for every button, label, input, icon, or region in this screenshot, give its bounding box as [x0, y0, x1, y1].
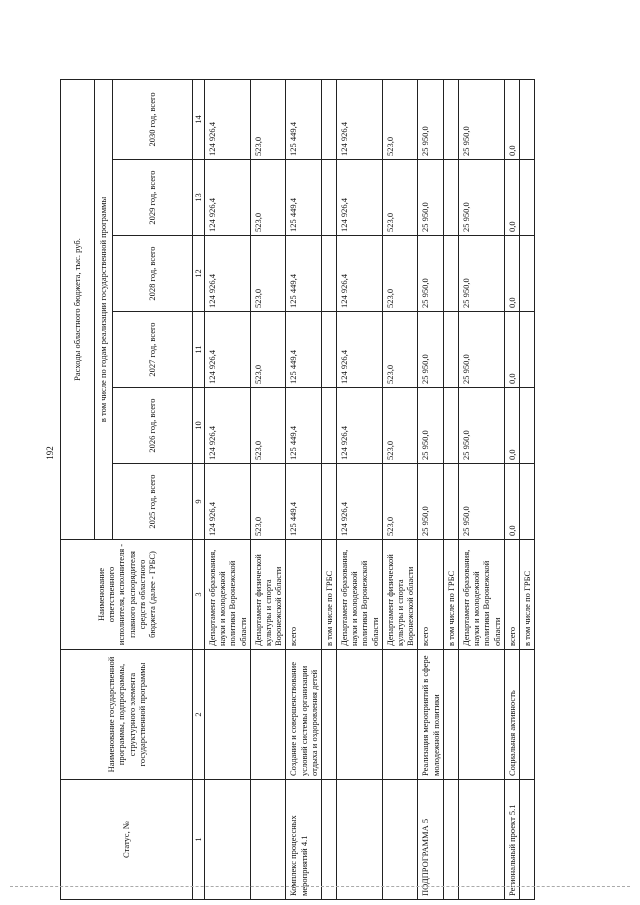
value-cell — [443, 388, 458, 464]
status-cell — [337, 780, 383, 900]
status-cell — [458, 780, 504, 900]
status-cell — [321, 780, 336, 900]
header-status: Статус, № — [61, 780, 193, 900]
value-cell: 124 926,4 — [337, 464, 383, 540]
value-cell: 124 926,4 — [205, 464, 251, 540]
table-header — [61, 79, 205, 899]
value-cell: 25 950,0 — [418, 464, 443, 540]
value-cell: 25 950,0 — [418, 160, 443, 236]
status-cell — [250, 780, 286, 900]
value-cell: 125 449,4 — [286, 312, 322, 388]
program-cell — [519, 650, 534, 780]
value-cell — [519, 464, 534, 540]
value-cell: 124 926,4 — [205, 79, 251, 159]
header-year: 2026 год, всего — [113, 388, 193, 464]
page-edge-line — [10, 886, 630, 887]
program-cell — [337, 650, 383, 780]
executor-cell: Департамент физической культуры и спорта Воронежской области — [250, 540, 286, 650]
executor-cell: всего — [286, 540, 322, 650]
value-cell: 125 449,4 — [286, 79, 322, 159]
value-cell: 25 950,0 — [458, 312, 504, 388]
executor-cell: в том числе по ГРБС — [519, 540, 534, 650]
value-cell: 523,0 — [250, 160, 286, 236]
program-cell — [250, 650, 286, 780]
executor-cell: Департамент образования, науки и молодежной политики Воронежской области — [458, 540, 504, 650]
budget-table-sheet — [60, 80, 590, 900]
value-cell: 25 950,0 — [418, 388, 443, 464]
value-cell — [321, 79, 336, 159]
value-cell — [519, 312, 534, 388]
header-year: 2029 год, всего — [113, 160, 193, 236]
value-cell: 523,0 — [250, 236, 286, 312]
value-cell: 523,0 — [250, 312, 286, 388]
value-cell: 0,0 — [504, 388, 519, 464]
header-year: 2025 год, всего — [113, 464, 193, 540]
status-cell: ПОДПРОГРАММА 5 — [418, 780, 443, 900]
value-cell: 523,0 — [382, 160, 418, 236]
program-cell — [205, 650, 251, 780]
executor-cell: всего — [418, 540, 443, 650]
program-cell — [382, 650, 418, 780]
column-number: 13 — [193, 160, 205, 236]
value-cell — [321, 236, 336, 312]
status-cell: Региональный проект 5.1 — [504, 780, 519, 900]
value-cell: 25 950,0 — [458, 236, 504, 312]
value-cell: 523,0 — [382, 236, 418, 312]
column-number: 9 — [193, 464, 205, 540]
value-cell: 523,0 — [382, 312, 418, 388]
value-cell — [321, 388, 336, 464]
value-cell — [519, 236, 534, 312]
value-cell: 124 926,4 — [205, 388, 251, 464]
column-number: 10 — [193, 388, 205, 464]
program-cell — [443, 650, 458, 780]
program-cell: Реализация мероприятий в сфере молодежной политики — [418, 650, 443, 780]
value-cell: 125 449,4 — [286, 236, 322, 312]
table-row — [250, 79, 286, 899]
executor-cell: всего — [504, 540, 519, 650]
value-cell — [443, 79, 458, 159]
value-cell: 523,0 — [382, 388, 418, 464]
program-cell — [321, 650, 336, 780]
value-cell: 25 950,0 — [458, 160, 504, 236]
value-cell: 25 950,0 — [418, 312, 443, 388]
value-cell: 124 926,4 — [337, 79, 383, 159]
value-cell: 124 926,4 — [337, 160, 383, 236]
status-cell — [443, 780, 458, 900]
executor-cell: Департамент образования, науки и молодежной политики Воронежской области — [337, 540, 383, 650]
executor-cell: в том числе по ГРБС — [443, 540, 458, 650]
table-row — [443, 79, 458, 899]
program-cell: Социальная активность — [504, 650, 519, 780]
value-cell: 124 926,4 — [337, 312, 383, 388]
value-cell: 523,0 — [250, 388, 286, 464]
value-cell — [443, 464, 458, 540]
table-row — [286, 79, 322, 899]
header-year: 2030 год, всего — [113, 79, 193, 159]
executor-cell: Департамент образования, науки и молодежной политики Воронежской области — [205, 540, 251, 650]
header-year: 2027 год, всего — [113, 312, 193, 388]
status-cell — [382, 780, 418, 900]
value-cell: 124 926,4 — [205, 160, 251, 236]
header-by-years: в том числе по годам реализации государственной программы — [95, 79, 113, 539]
value-cell: 25 950,0 — [458, 79, 504, 159]
status-cell — [205, 780, 251, 900]
value-cell: 124 926,4 — [205, 236, 251, 312]
value-cell: 523,0 — [250, 79, 286, 159]
value-cell: 125 449,4 — [286, 464, 322, 540]
table-row — [458, 79, 504, 899]
program-cell — [458, 650, 504, 780]
column-number: 3 — [193, 540, 205, 650]
column-number: 14 — [193, 79, 205, 159]
page-number: 192 — [45, 446, 55, 460]
value-cell: 25 950,0 — [458, 388, 504, 464]
table-row — [504, 79, 519, 899]
value-cell: 0,0 — [504, 236, 519, 312]
value-cell — [443, 160, 458, 236]
executor-cell: в том числе по ГРБС — [321, 540, 336, 650]
value-cell: 124 926,4 — [337, 236, 383, 312]
column-number: 12 — [193, 236, 205, 312]
value-cell: 523,0 — [382, 79, 418, 159]
value-cell — [519, 388, 534, 464]
table-body — [205, 79, 535, 899]
program-cell: Создание и совершенствование условий системы организации отдыха и оздоровления детей — [286, 650, 322, 780]
value-cell: 125 449,4 — [286, 388, 322, 464]
value-cell: 124 926,4 — [337, 388, 383, 464]
header-executor: Наименование ответственного исполнителя, исполнителя - главного распорядителя средств областного бюджета (далее - ГРБС) — [61, 540, 193, 650]
value-cell: 523,0 — [382, 464, 418, 540]
value-cell: 523,0 — [250, 464, 286, 540]
table-row — [418, 79, 443, 899]
value-cell — [321, 160, 336, 236]
value-cell — [443, 312, 458, 388]
value-cell — [519, 79, 534, 159]
table-row — [321, 79, 336, 899]
header-expenses: Расходы областного бюджета, тыс. руб. — [61, 79, 95, 539]
column-number: 2 — [193, 650, 205, 780]
table-row — [382, 79, 418, 899]
value-cell: 25 950,0 — [458, 464, 504, 540]
executor-cell: Департамент физической культуры и спорта Воронежской области — [382, 540, 418, 650]
status-cell — [519, 780, 534, 900]
header-year: 2028 год, всего — [113, 236, 193, 312]
value-cell: 0,0 — [504, 79, 519, 159]
value-cell: 0,0 — [504, 160, 519, 236]
value-cell: 25 950,0 — [418, 79, 443, 159]
column-number: 1 — [193, 780, 205, 900]
status-cell: Комплекс процессных мероприятий 4.1 — [286, 780, 322, 900]
value-cell: 25 950,0 — [418, 236, 443, 312]
column-number: 11 — [193, 312, 205, 388]
header-program: Наименование государственной программы, подпрограммы, структурного элемента государственной программы — [61, 650, 193, 780]
value-cell — [443, 236, 458, 312]
value-cell: 125 449,4 — [286, 160, 322, 236]
table-row — [205, 79, 251, 899]
budget-table — [60, 79, 535, 900]
value-cell: 0,0 — [504, 312, 519, 388]
value-cell — [321, 312, 336, 388]
value-cell — [519, 160, 534, 236]
table-row — [519, 79, 534, 899]
table-row — [337, 79, 383, 899]
value-cell: 124 926,4 — [205, 312, 251, 388]
value-cell — [321, 464, 336, 540]
value-cell: 0,0 — [504, 464, 519, 540]
